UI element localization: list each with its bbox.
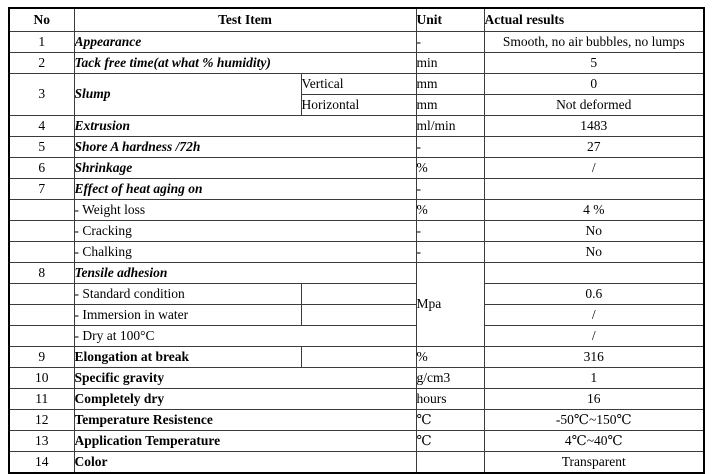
cell-no — [9, 200, 74, 221]
cell-result — [484, 263, 704, 284]
cell-sub-item: - Immersion in water — [74, 305, 301, 326]
cell-test-item: Shrinkage — [74, 158, 416, 179]
row-tack-free-time — [9, 53, 704, 74]
cell-sub-item-spacer — [301, 305, 416, 326]
cell-unit: min — [416, 53, 484, 74]
header-unit: Unit — [416, 8, 484, 32]
row-shore-a-hardness — [9, 137, 704, 158]
cell-test-item: Completely dry — [74, 389, 416, 410]
row-completely-dry — [9, 389, 704, 410]
cell-unit: mm — [416, 95, 484, 116]
cell-unit: - — [416, 179, 484, 200]
row-standard-condition — [9, 284, 704, 305]
cell-no: 3 — [9, 74, 74, 116]
cell-test-item: Application Temperature — [74, 431, 416, 452]
cell-result: No — [484, 221, 704, 242]
cell-unit: - — [416, 137, 484, 158]
cell-test-item: Effect of heat aging on — [74, 179, 416, 200]
cell-test-item: Shore A hardness /72h — [74, 137, 416, 158]
cell-test-item: Appearance — [74, 32, 416, 53]
cell-no — [9, 305, 74, 326]
cell-unit: hours — [416, 389, 484, 410]
cell-unit: - — [416, 221, 484, 242]
cell-unit: - — [416, 32, 484, 53]
cell-no: 4 — [9, 116, 74, 137]
cell-unit: ml/min — [416, 116, 484, 137]
cell-sub-item: - Cracking — [74, 221, 416, 242]
cell-test-item: Slump — [74, 74, 301, 116]
cell-result — [484, 179, 704, 200]
row-appearance — [9, 32, 704, 53]
cell-test-item: Elongation at break — [74, 347, 301, 368]
cell-result: Transparent — [484, 452, 704, 474]
cell-result: 0 — [484, 74, 704, 95]
cell-no: 10 — [9, 368, 74, 389]
row-immersion-in-water — [9, 305, 704, 326]
cell-unit: ℃ — [416, 410, 484, 431]
cell-unit: g/cm3 — [416, 368, 484, 389]
cell-no — [9, 242, 74, 263]
cell-test-item: Color — [74, 452, 416, 474]
cell-sub-item-spacer — [301, 347, 416, 368]
row-dry-at-100c — [9, 326, 704, 347]
cell-no: 1 — [9, 32, 74, 53]
row-specific-gravity — [9, 368, 704, 389]
cell-no: 14 — [9, 452, 74, 474]
cell-no — [9, 326, 74, 347]
cell-unit — [416, 452, 484, 474]
cell-no: 8 — [9, 263, 74, 284]
cell-result: 0.6 — [484, 284, 704, 305]
row-tensile-adhesion — [9, 263, 704, 284]
cell-no — [9, 221, 74, 242]
row-color — [9, 452, 704, 474]
cell-sub-item: - Standard condition — [74, 284, 301, 305]
cell-result: Not deformed — [484, 95, 704, 116]
row-extrusion — [9, 116, 704, 137]
header-test-item: Test Item — [74, 8, 416, 32]
cell-result: 16 — [484, 389, 704, 410]
cell-sub-item: Vertical — [301, 74, 416, 95]
cell-sub-item: Horizontal — [301, 95, 416, 116]
row-temperature-resistence — [9, 410, 704, 431]
row-slump-vertical — [9, 74, 704, 95]
cell-no: 2 — [9, 53, 74, 74]
cell-unit: % — [416, 200, 484, 221]
cell-result: 4 % — [484, 200, 704, 221]
cell-test-item: Tensile adhesion — [74, 263, 416, 284]
row-heat-aging — [9, 179, 704, 200]
cell-result: 1 — [484, 368, 704, 389]
test-results-table — [8, 7, 705, 474]
cell-test-item: Tack free time(at what % humidity) — [74, 53, 416, 74]
cell-no — [9, 284, 74, 305]
cell-no: 9 — [9, 347, 74, 368]
cell-result: / — [484, 326, 704, 347]
cell-unit: Mpa — [416, 263, 484, 347]
table-header-row — [9, 8, 704, 32]
row-cracking — [9, 221, 704, 242]
cell-unit: % — [416, 158, 484, 179]
cell-unit: - — [416, 242, 484, 263]
cell-result: 1483 — [484, 116, 704, 137]
row-elongation — [9, 347, 704, 368]
header-no: No — [9, 8, 74, 32]
cell-no: 5 — [9, 137, 74, 158]
cell-result: / — [484, 158, 704, 179]
cell-no: 6 — [9, 158, 74, 179]
cell-result: 5 — [484, 53, 704, 74]
cell-result: No — [484, 242, 704, 263]
cell-sub-item: - Dry at 100°C — [74, 326, 416, 347]
row-chalking — [9, 242, 704, 263]
cell-no: 13 — [9, 431, 74, 452]
cell-result: 316 — [484, 347, 704, 368]
cell-sub-item-spacer — [301, 284, 416, 305]
row-weight-loss — [9, 200, 704, 221]
cell-result: / — [484, 305, 704, 326]
row-shrinkage — [9, 158, 704, 179]
cell-result: -50℃~150℃ — [484, 410, 704, 431]
cell-result: Smooth, no air bubbles, no lumps — [484, 32, 704, 53]
header-actual-results: Actual results — [484, 8, 704, 32]
cell-unit: % — [416, 347, 484, 368]
cell-test-item: Temperature Resistence — [74, 410, 416, 431]
cell-unit: mm — [416, 74, 484, 95]
cell-no: 12 — [9, 410, 74, 431]
row-application-temperature — [9, 431, 704, 452]
cell-unit: ℃ — [416, 431, 484, 452]
cell-no: 11 — [9, 389, 74, 410]
cell-test-item: Specific gravity — [74, 368, 416, 389]
cell-sub-item: - Chalking — [74, 242, 416, 263]
cell-result: 27 — [484, 137, 704, 158]
cell-result: 4℃~40℃ — [484, 431, 704, 452]
cell-no: 7 — [9, 179, 74, 200]
cell-sub-item: - Weight loss — [74, 200, 416, 221]
cell-test-item: Extrusion — [74, 116, 416, 137]
